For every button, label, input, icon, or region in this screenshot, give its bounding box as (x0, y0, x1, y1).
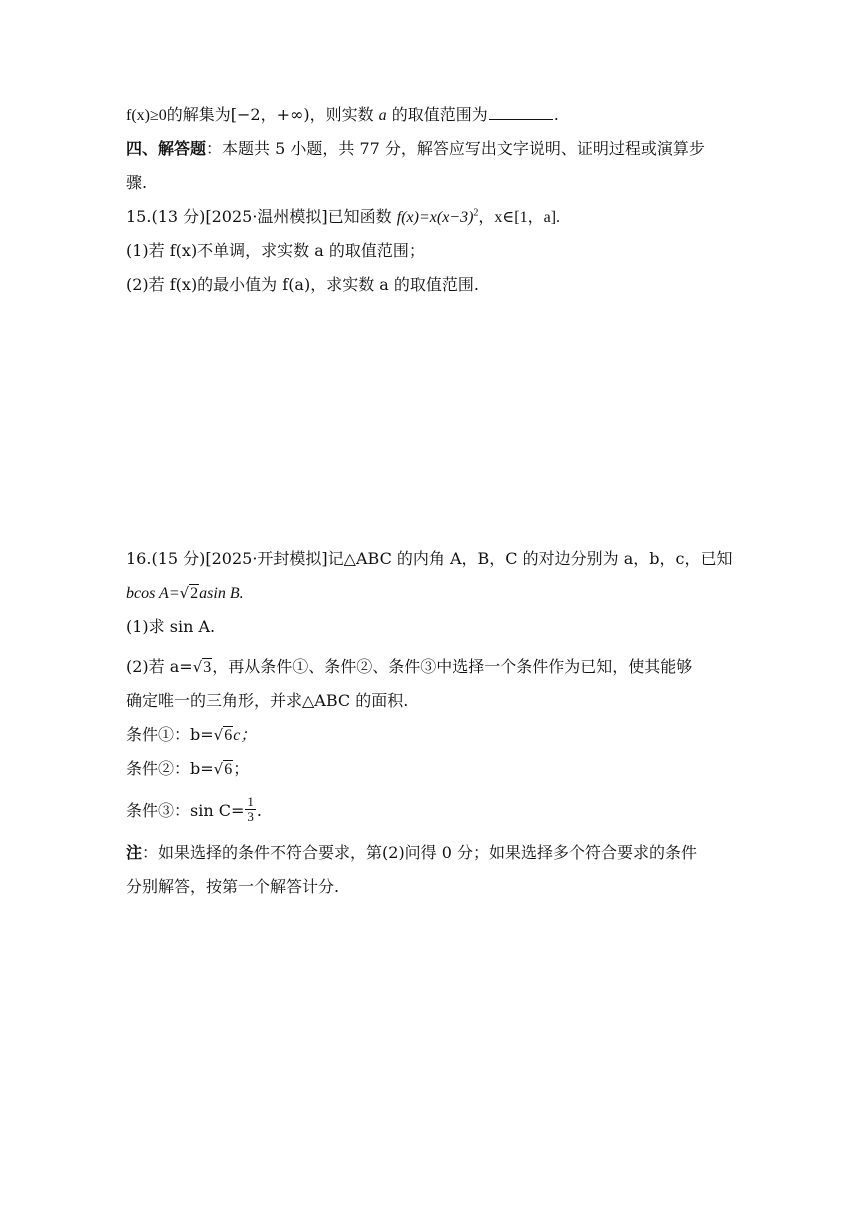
fraction-denominator: 3 (247, 809, 254, 824)
q14-mid: 的解集为[−2，+∞)，则实数 (166, 105, 374, 124)
section-heading: 四、解答题 (126, 139, 207, 158)
sqrt-radicand: 6 (224, 727, 233, 744)
sqrt-radicand: 2 (190, 585, 199, 602)
sqrt-symbol: √3 (192, 658, 212, 676)
section-instructions-line2 (126, 172, 147, 194)
q16-part1 (126, 616, 215, 638)
q15-function: $f(x)=x(x-3)^2$ (396, 207, 479, 226)
q14-fx: f(x)≥0 (126, 107, 167, 124)
q16-part2-line2 (126, 690, 408, 712)
q14-end: 的取值范围为 (391, 105, 488, 124)
sqrt-symbol: √6 (213, 760, 233, 778)
section-instructions-cont: 骤. (126, 173, 148, 192)
q14-tail-line (126, 104, 559, 126)
q15-part2-text: (2)若 f(x)的最小值为 f(a)，求实数 a 的取值范围. (126, 275, 480, 294)
sqrt-symbol: √2 (179, 584, 199, 602)
q16-condition-3 (126, 796, 262, 826)
cond2-label: 条件②：b= (126, 759, 214, 778)
q16-part2-line2-text: 确定唯一的三角形，并求△ABC 的面积. (126, 691, 409, 710)
note-text-cont: 分别解答，按第一个解答计分. (126, 877, 340, 896)
q16-part2 (126, 656, 692, 678)
sqrt-radicand: 3 (203, 659, 212, 676)
sqrt-symbol: √6 (213, 726, 233, 744)
q16-eq-right: asin B. (199, 585, 244, 602)
q16-stem (126, 548, 732, 570)
q16-part2-a: (2)若 a= (126, 657, 193, 676)
q16-note-line2 (126, 876, 339, 898)
section-instructions: ：本题共 5 小题，共 77 分，解答应写出文字说明、证明过程或演算步 (206, 139, 705, 158)
q15-domain: ，x∈[1，a]. (478, 209, 561, 226)
q16-note (126, 842, 697, 864)
fraction-numerator: 1 (247, 794, 254, 809)
q15-stem (126, 206, 560, 228)
q15-part1 (126, 240, 425, 262)
q16-condition-1 (126, 724, 256, 746)
q16-part2-b: ，再从条件①、条件②、条件③中选择一个条件作为已知，使其能够 (212, 657, 693, 676)
cond3-label: 条件③：sin C= (126, 801, 245, 820)
q15-exponent: 2 (473, 207, 479, 219)
fraction (245, 795, 256, 824)
q15-part2 (126, 274, 479, 296)
q16-condition-2 (126, 758, 249, 780)
cond1-tail: c； (233, 727, 257, 744)
q14-period: . (553, 105, 559, 124)
cond1-label: 条件①：b= (126, 725, 214, 744)
note-text: ：如果选择的条件不符合要求，第(2)问得 0 分；如果选择多个符合要求的条件 (142, 843, 698, 862)
note-label: 注 (126, 843, 143, 862)
q14-var-a: a (378, 107, 387, 124)
q16-part1-text: (1)求 sin A. (126, 617, 216, 636)
q15-prefix: 15.(13 分)[2025·温州模拟]已知函数 (126, 207, 392, 226)
q16-prefix: 16.(15 分)[2025·开封模拟]记△ABC 的内角 A，B，C 的对边分别为 a，b，c，已知 (126, 549, 733, 568)
sqrt-radicand: 6 (224, 761, 233, 778)
cond2-tail: ； (233, 759, 250, 778)
cond3-tail: . (256, 801, 262, 820)
q15-part1-text: (1)若 f(x)不单调，求实数 a 的取值范围； (126, 241, 425, 260)
answer-blank[interactable] (489, 105, 553, 120)
q16-eq-left: bcos A= (126, 585, 180, 602)
section-heading-line (126, 138, 705, 160)
q16-equation (126, 582, 244, 604)
